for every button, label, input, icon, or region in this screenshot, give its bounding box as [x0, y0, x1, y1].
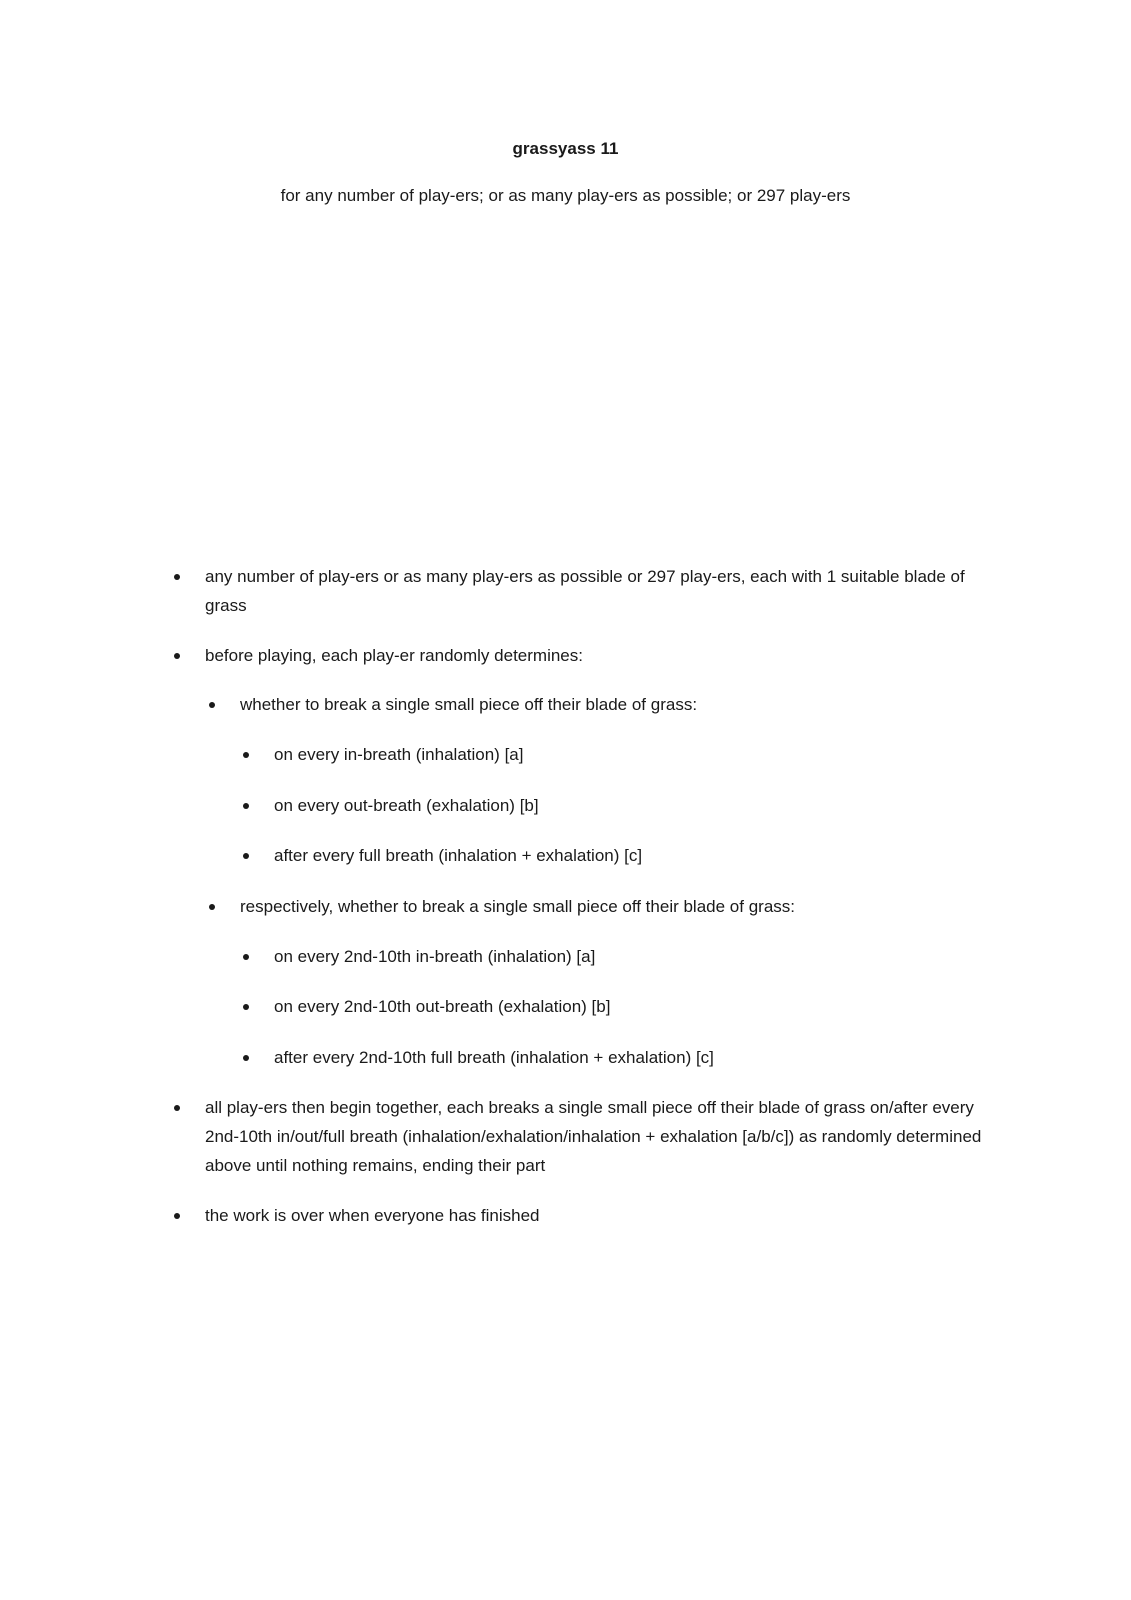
list-item-text: respectively, whether to break a single small piece off their blade of grass:	[240, 897, 795, 916]
list-item	[205, 1201, 985, 1230]
bullet-icon	[174, 1105, 180, 1111]
bullet-icon	[243, 954, 249, 960]
page-title: grassyass 11	[512, 139, 619, 158]
list-item	[274, 1043, 974, 1072]
list-item-text: the work is over when everyone has finished	[205, 1206, 540, 1225]
list-item	[274, 791, 974, 820]
bullet-icon	[174, 653, 180, 659]
list-item	[274, 841, 974, 870]
list-item	[205, 562, 985, 620]
bullet-icon	[243, 1004, 249, 1010]
bullet-icon	[209, 702, 215, 708]
list-item-text: before playing, each play-er randomly determines:	[205, 646, 583, 665]
list-item-text: on every out-breath (exhalation) [b]	[274, 796, 539, 815]
list-item-text: whether to break a single small piece off their blade of grass:	[240, 695, 698, 714]
list-item	[205, 641, 985, 670]
bullet-icon	[209, 904, 215, 910]
bullet-icon	[174, 1213, 180, 1219]
list-item-text: after every full breath (inhalation + exhalation) [c]	[274, 846, 643, 865]
page-subtitle: for any number of play-ers; or as many play-ers as possible; or 297 play-ers	[280, 186, 851, 205]
list-item	[240, 892, 980, 921]
bullet-icon	[243, 803, 249, 809]
bullet-icon	[243, 1055, 249, 1061]
bullet-icon	[243, 853, 249, 859]
list-item-text: all play-ers then begin together, each breaks a single small piece off their blade of grass on/after every 2nd-10th in/out/full breath (inhalation/exhalation/inhalation + exhalation [a/b/c]) as randomly determined above until nothing remains, ending their part	[205, 1098, 982, 1175]
list-item	[240, 690, 980, 719]
list-item	[274, 740, 974, 769]
list-item-text: any number of play-ers or as many play-ers as possible or 297 play-ers, each with 1 suitable blade of grass	[205, 567, 965, 615]
list-item	[274, 992, 974, 1021]
bullet-icon	[174, 574, 180, 580]
bullet-icon	[243, 752, 249, 758]
list-item-text: on every in-breath (inhalation) [a]	[274, 745, 524, 764]
list-item-text: on every 2nd-10th out-breath (exhalation) [b]	[274, 997, 611, 1016]
list-item	[274, 942, 974, 971]
list-item-text: on every 2nd-10th in-breath (inhalation) [a]	[274, 947, 596, 966]
list-item-text: after every 2nd-10th full breath (inhalation + exhalation) [c]	[274, 1048, 714, 1067]
list-item	[205, 1093, 985, 1180]
